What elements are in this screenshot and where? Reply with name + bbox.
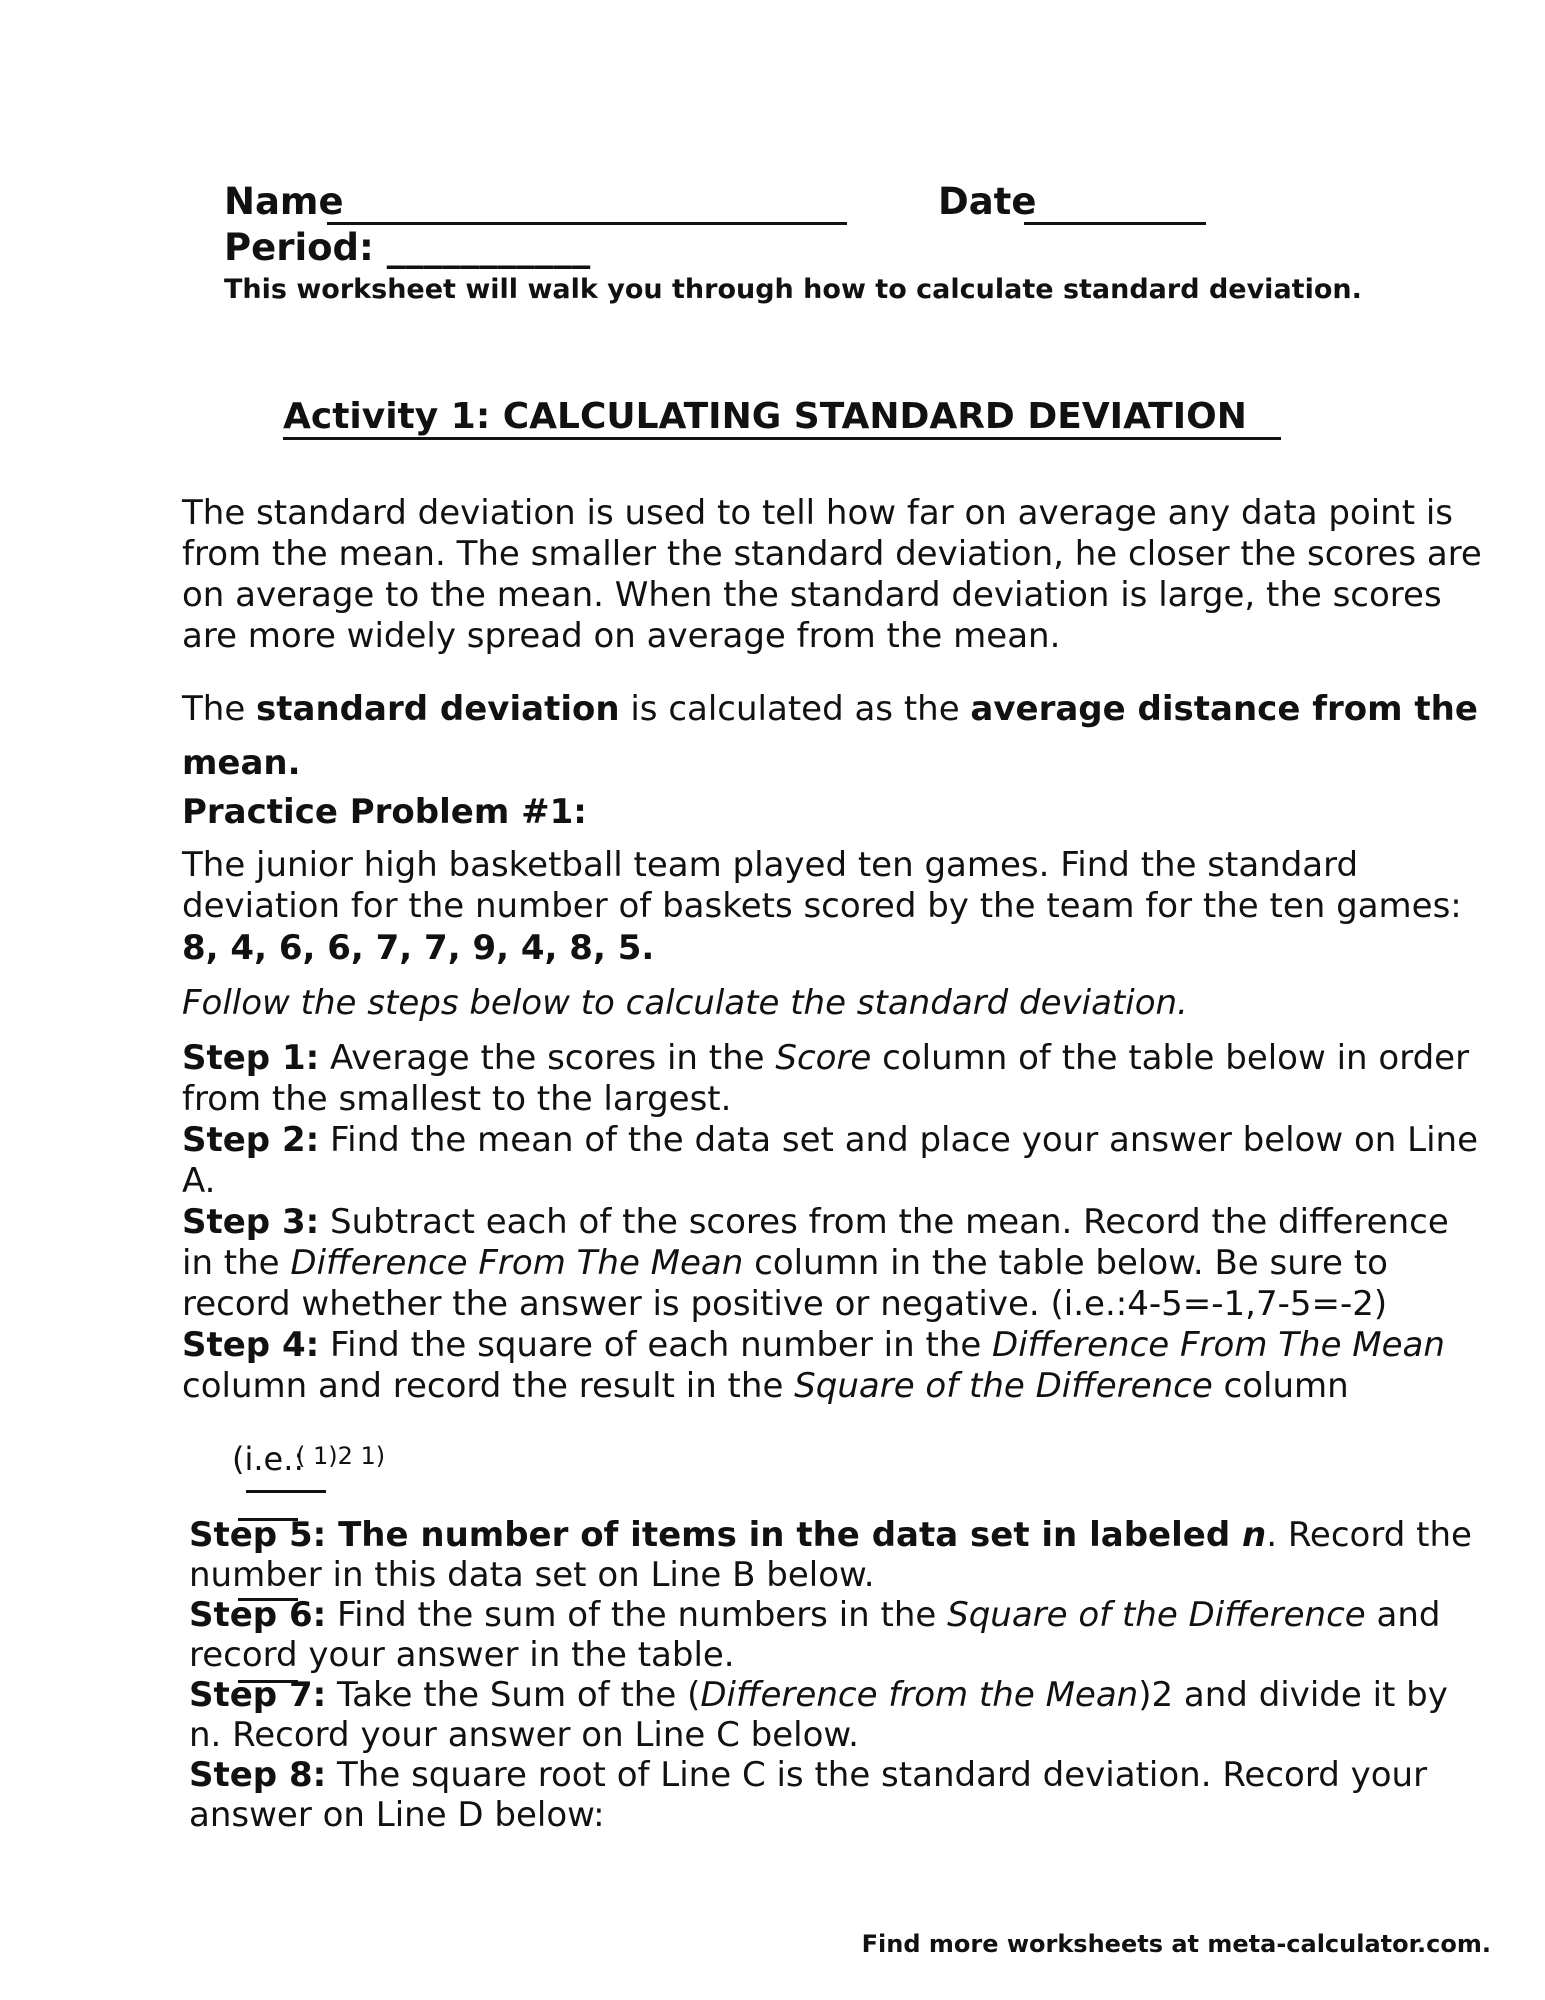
step-8-label: Step 8: <box>189 1755 327 1795</box>
step-5 <box>189 1515 1489 1595</box>
step-8 <box>189 1755 1489 1835</box>
step-6-text-2: and record your answer in the table. <box>189 1595 1441 1675</box>
name-field[interactable] <box>327 188 847 225</box>
definition-bold-2: average distance from the mean. <box>182 689 1478 783</box>
step-2-text: Find the mean of the data set and place your answer below on Line A. <box>182 1120 1478 1201</box>
definition-paragraph <box>182 682 1482 790</box>
step-5-n: n <box>1242 1515 1267 1555</box>
step-6-italic: Square of the Difference <box>947 1595 1366 1635</box>
name-label: Name <box>224 180 344 223</box>
practice-instruction: Follow the steps below to calculate the standard deviation. <box>182 983 1188 1023</box>
practice-data: 8, 4, 6, 6, 7, 7, 9, 4, 8, 5. <box>182 928 655 968</box>
period-label: Period: ___________ <box>224 226 591 269</box>
step-4 <box>182 1325 1482 1407</box>
step-7 <box>189 1675 1489 1755</box>
date-label: Date <box>938 180 1037 223</box>
step-3-text: Subtract each of the scores from the mean. Record the difference in the <box>182 1202 1449 1283</box>
step-1-italic: Score <box>775 1038 872 1078</box>
example-formula: ( 1)2 1) <box>296 1442 386 1470</box>
definition-text-1: The <box>182 689 257 729</box>
steps-block-1 <box>182 1038 1482 1407</box>
step-7-text-2: )2 and divide it by n. Record your answer on Line C below. <box>189 1675 1448 1755</box>
step-7-italic: Difference from the Mean <box>700 1675 1139 1715</box>
step-4-label: Step 4: <box>182 1325 320 1365</box>
step-6-text: Find the sum of the numbers in the <box>326 1595 948 1635</box>
intro-text: This worksheet will walk you through how to calculate standard deviation. <box>224 274 1362 305</box>
step-5-text: . Record the number in this data set on Line B below. <box>189 1515 1472 1595</box>
step-1-text-2: column of the table below in order from the smallest to the largest. <box>182 1038 1470 1119</box>
definition-bold-1: standard deviation <box>256 689 620 729</box>
date-field[interactable] <box>1024 188 1206 225</box>
step-7-label: Step 7: <box>189 1675 327 1715</box>
step-4-text-3: column <box>1212 1366 1349 1406</box>
step-4-text-2: column and record the result in the <box>182 1366 795 1406</box>
step-6-label: Step 6: <box>189 1595 327 1635</box>
steps-block-2 <box>189 1515 1489 1835</box>
definition-text-2: is calculated as the <box>619 689 971 729</box>
step-5-label: Step 5: The number of items in the data set in labeled <box>189 1515 1242 1555</box>
step-7-text: Take the Sum of the ( <box>326 1675 701 1715</box>
step-2-label: Step 2: <box>182 1120 320 1160</box>
step-2 <box>182 1120 1482 1202</box>
step-6 <box>189 1595 1489 1675</box>
step-1-label: Step 1: <box>182 1038 320 1078</box>
step-3-text-2: column in the table below. Be sure to record whether the answer is positive or negative. (i.e.:4-5=-1,7-5=-2) <box>182 1243 1388 1324</box>
activity-title <box>283 397 1281 440</box>
footer-text: Find more worksheets at meta-calculator.com. <box>861 1930 1491 1958</box>
activity-title-text: Activity 1: CALCULATING STANDARD DEVIATION <box>283 396 1247 437</box>
practice-heading: Practice Problem #1: <box>182 792 587 832</box>
practice-text: The junior high basketball team played ten games. Find the standard deviation for the number of baskets scored by the team for the ten games: <box>182 845 1462 926</box>
step-3-label: Step 3: <box>182 1202 320 1242</box>
step-3 <box>182 1202 1482 1325</box>
example-ie: (i.e.: <box>232 1440 305 1478</box>
step-1-text: Average the scores in the <box>319 1038 776 1078</box>
step-1 <box>182 1038 1482 1120</box>
step-4-italic-1: Difference From The Mean <box>992 1325 1445 1365</box>
step-3-italic: Difference From The Mean <box>290 1243 744 1283</box>
step-8-text: The square root of Line C is the standard deviation. Record your answer on Line D below: <box>189 1755 1428 1835</box>
intro-paragraph: The standard deviation is used to tell how far on average any data point is from the mean. The smaller the standard deviation, he closer the scores are on average to the mean. When the standard deviation is large, the scores are more widely spread on average from the mean. <box>182 493 1482 656</box>
example-underline <box>246 1490 326 1493</box>
step-4-italic-2: Square of the Difference <box>794 1366 1213 1406</box>
step-4-text: Find the square of each number in the <box>319 1325 993 1365</box>
